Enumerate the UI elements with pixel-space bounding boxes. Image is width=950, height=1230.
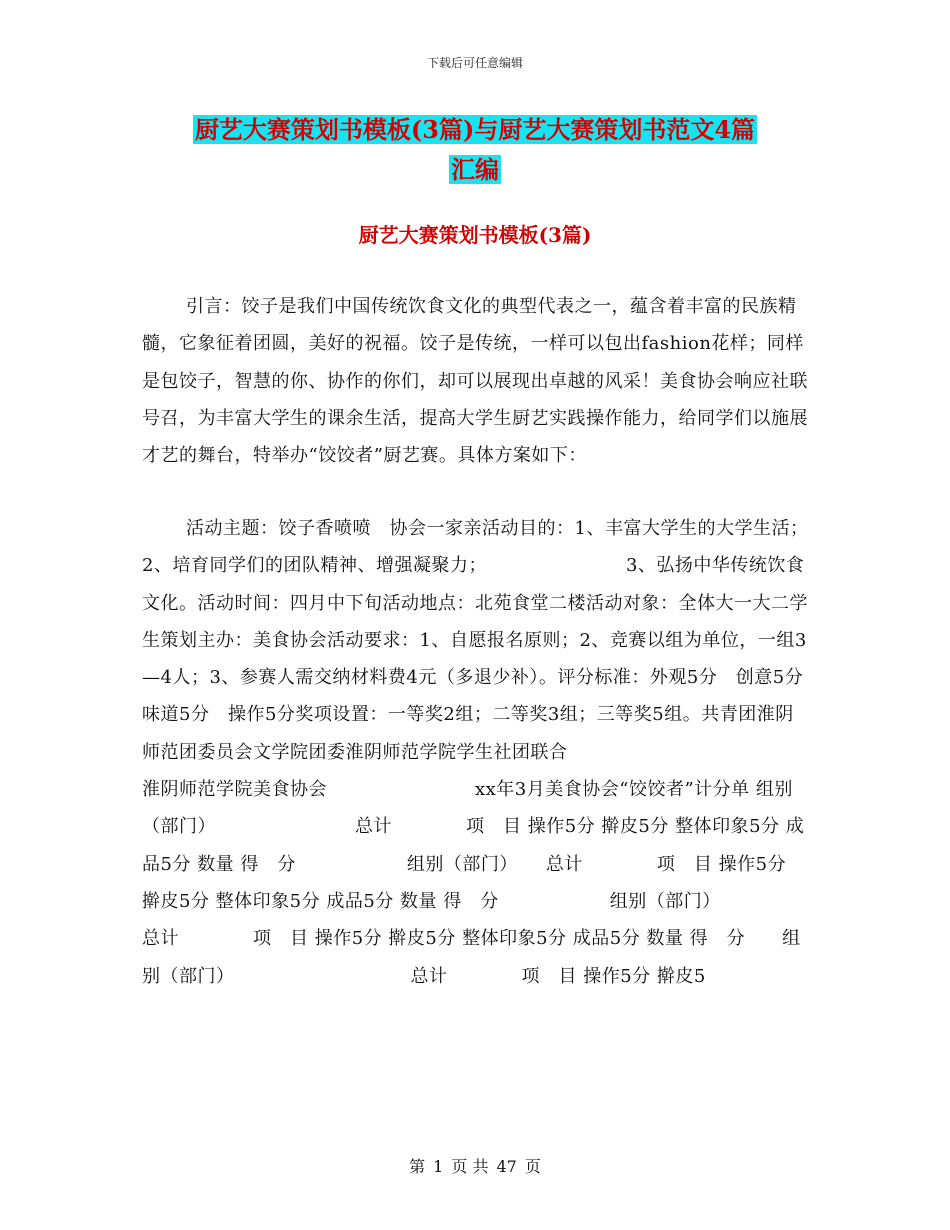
document-title xyxy=(0,110,950,190)
title-line-2: 汇编 xyxy=(451,155,499,184)
footer-label-page: 第 xyxy=(409,1157,426,1176)
footer-page-number: 1 xyxy=(433,1157,444,1176)
title-line-1: 厨艺大赛策划书模板(3篇)与厨艺大赛策划书范文4篇 xyxy=(194,115,756,144)
page-header-note: 下载后可任意编辑 xyxy=(426,56,523,70)
paragraph-details: 活动主题：饺子香喷喷 协会一家亲活动目的：1、丰富大学生的大学生活； 2、培育同学们的团队精神、增强凝聚力； 3、弘扬中华传统饮食文化。活动时间：四月中下旬活动地点：北苑食堂二楼活动对象：全体大一大二学生策划主办：美食协会活动要求：1、自愿报名原则；2、竞赛以组为单位，一组3—4人；3、参赛人需交纳材料费4元（多退少补）。评分标准：外观5分 创意5分 味道5分 操作5分奖项设置：一等奖2组；二等奖3组；三等奖5组。共青团淮阴师范团委员会文学院团委淮阴师范学院学生社团联合 淮阴师范学院美食协会 xx年3月美食协会“饺饺者”计分单 组别（部门） 总计 项 目 操作5分 擀皮5分 整体印象5分 成品5分 数量 得 分 组别（部门） 总计 项 目 操作5分 擀皮5分 整体印象5分 成品5分 数量 得 分 组别（部门） 总计 项 目 操作5分 擀皮5分 整体印象5分 成品5分 数量 得 分 组别（部门） 总计 项 目 操作5分 擀皮5 xyxy=(142,518,911,987)
footer-label-end: 页 xyxy=(524,1157,541,1176)
footer-label-of: 页 共 xyxy=(451,1157,489,1176)
footer-total-pages: 47 xyxy=(496,1157,517,1176)
paragraph-intro: 引言：饺子是我们中国传统饮食文化的典型代表之一，蕴含着丰富的民族精髓，它象征着团圆，美好的祝福。饺子是传统，一样可以包出fashion花样；同样是包饺子，智慧的你、协作的你们，却可以展现出卓越的风采！美食协会响应社联号召，为丰富大学生的课余生活，提高大学生厨艺实践操作能力，给同学们以施展才艺的舞台，特举办“饺饺者”厨艺赛。具体方案如下： xyxy=(142,296,808,467)
page-footer xyxy=(0,1154,950,1177)
section-heading: 厨艺大赛策划书模板(3篇) xyxy=(358,223,592,247)
